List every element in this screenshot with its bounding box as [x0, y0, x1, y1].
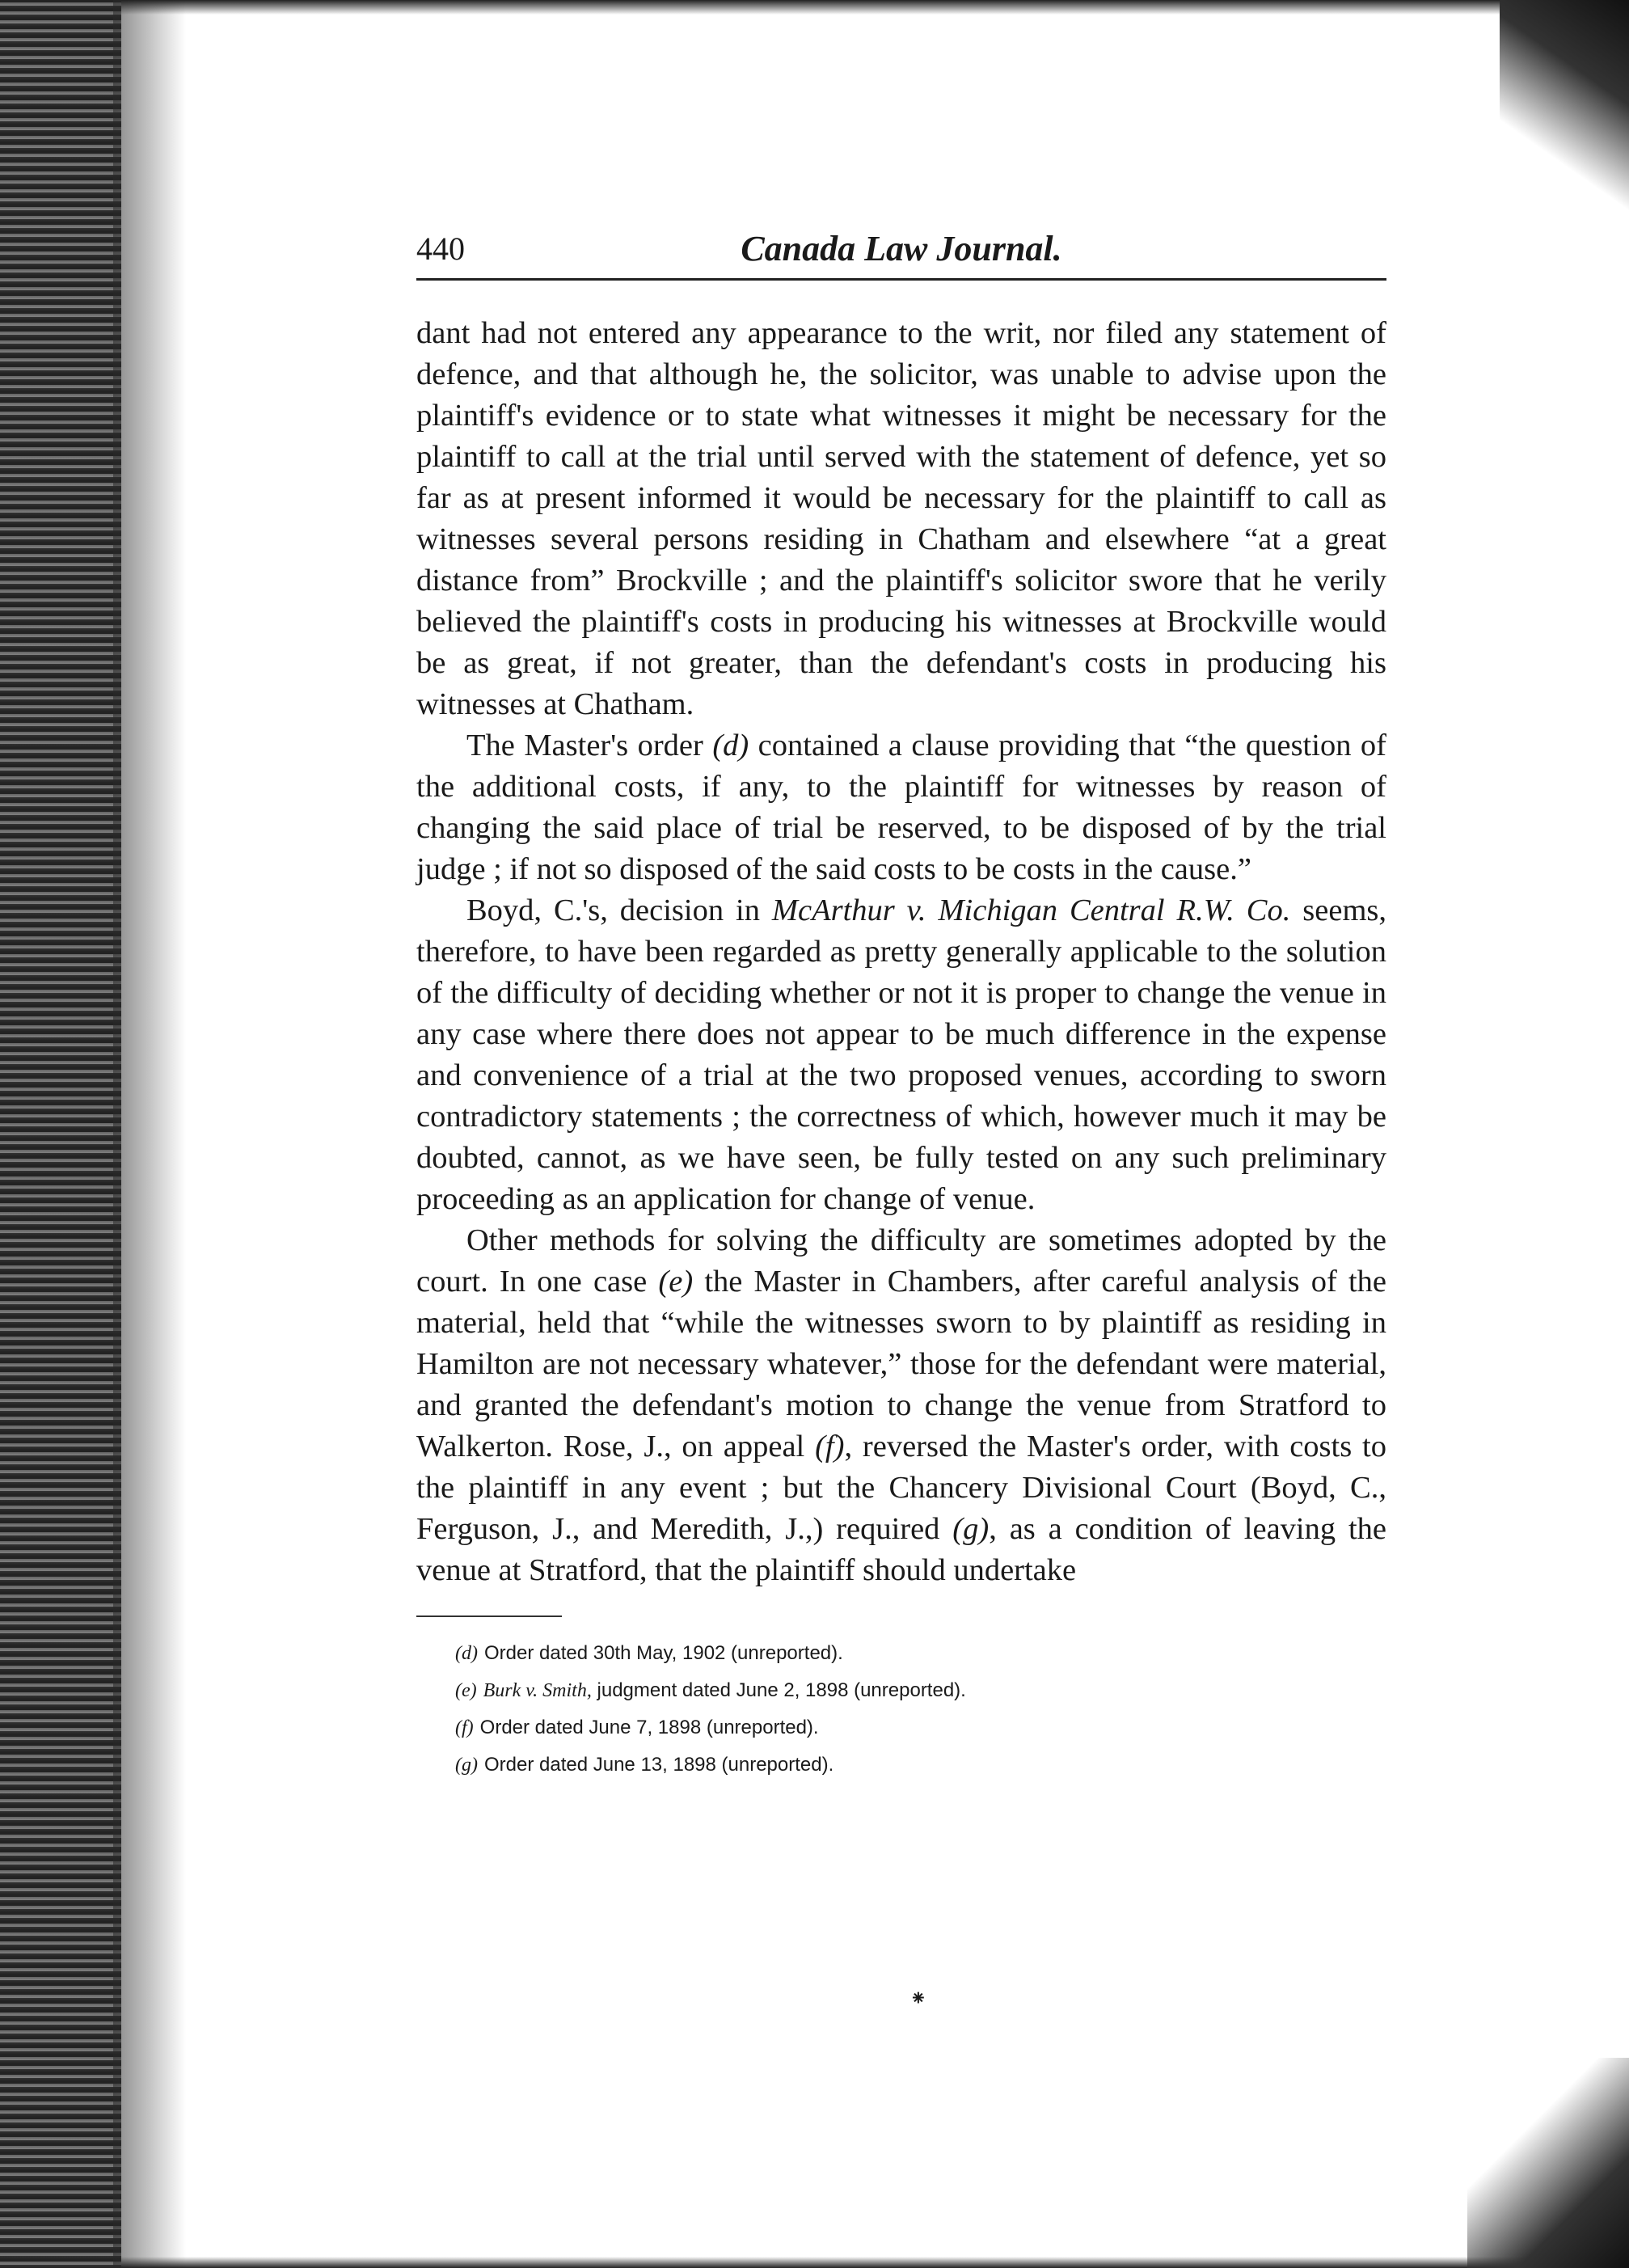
page-number: 440	[416, 230, 465, 267]
footnote-g-marker: (g)	[455, 1755, 478, 1776]
paragraph-2-text-b: contained a clause providing that “the question of the additional costs, if any, to the plaintiff for witnesses by reason of changing the said place of trial be reserved, to be disposed of by the trial judge ; if not so disposed of the said costs to be costs in the cause.”	[416, 729, 1386, 886]
footnote-d-marker: (d)	[455, 1643, 478, 1664]
body-text	[416, 313, 1386, 1591]
footnote-g	[455, 1746, 1386, 1784]
footnote-ref-f: (f)	[815, 1430, 845, 1463]
footnote-divider	[416, 1615, 562, 1617]
footnote-e-text: judgment dated June 2, 1898 (unreported).	[591, 1679, 966, 1701]
footnote-ref-d: (d)	[712, 729, 749, 762]
footnote-f-marker: (f)	[455, 1717, 474, 1738]
footnote-d	[455, 1635, 1386, 1672]
paragraph-3	[416, 890, 1386, 1220]
footnotes	[416, 1635, 1386, 1784]
paragraph-4-text-d: , as a condition of leaving the venue at Stratford, that the plaintiff should undertake	[416, 1512, 1387, 1587]
scan-edge-shadow	[113, 0, 186, 2268]
paragraph-3-text-b: seems, therefore, to have been regarded as pretty generally applicable to the solution of the difficulty of deciding whether or not it is proper to change the venue in any case where there does not appear to be much difference in the expense and convenience of a trial at the two proposed venues, according to sworn contradictory statements ; the correctness of which, however much it may be doubted, cannot, as we have seen, be fully tested on any such preliminary proceeding as an application for change of venue.	[416, 893, 1386, 1216]
footnote-d-text: Order dated 30th May, 1902 (unreported).	[483, 1642, 843, 1664]
running-header	[416, 228, 1386, 281]
scan-corner-bottom-right	[1467, 2058, 1629, 2268]
footnote-f-text: Order dated June 7, 1898 (unreported).	[479, 1717, 819, 1738]
paragraph-4-text-c: , reversed the Master's order, with costs to the plaintiff in any event ; but the Chancery Divisional Court (Boyd, C., Ferguson, J., and Meredith, J.,) required	[416, 1430, 1386, 1546]
paragraph-4-text-a: Other methods for solving the difficulty are sometimes adopted by the court. In one case	[416, 1223, 1386, 1299]
footnote-e	[455, 1672, 1386, 1709]
paragraph-4-text-b: the Master in Chambers, after careful analysis of the material, held that “while the witnesses sworn to by plaintiff as residing in Hamilton are not necessary whatever,” those for the defendant were material, and granted the defendant's motion to change the venue from Stratford to Walkerton. Rose, J., on appeal	[416, 1265, 1386, 1463]
paragraph-4	[416, 1220, 1386, 1591]
paragraph-1	[416, 313, 1386, 725]
paragraph-3-text-a: Boyd, C.'s, decision in	[466, 893, 772, 927]
paragraph-1-text: dant had not entered any appearance to the writ, nor filed any statement of defence, and that although he, the solicitor, was unable to advise upon the plaintiff's evidence or to state what witnesses it might be necessary for the plaintiff to call at the trial until served with the statement of defence, yet so far as at present informed it would be necessary for the plaintiff to call as witnesses several persons residing in Chatham and elsewhere “at a great distance from” Brockville ; and the plaintiff's solicitor swore that he verily believed the plaintiff's costs in producing his witnesses at Brockville would be as great, if not greater, than the defendant's costs in producing his witnesses at Chatham.	[416, 316, 1386, 721]
footnote-g-text: Order dated June 13, 1898 (unreported).	[483, 1754, 834, 1776]
footnote-e-case: Burk v. Smith,	[483, 1680, 592, 1701]
case-name: McArthur v. Michigan Central R.W. Co.	[771, 893, 1291, 927]
paragraph-2-text-a: The Master's order	[466, 729, 713, 762]
footnote-ref-g: (g)	[952, 1512, 990, 1546]
scan-edge-left	[0, 0, 121, 2268]
ornament-mark: ⁕	[909, 1987, 927, 2010]
document-page	[416, 228, 1387, 2010]
paragraph-2	[416, 725, 1386, 890]
scan-edge-bottom	[121, 2257, 1629, 2268]
scan-edge-top	[121, 0, 1629, 15]
footnote-ref-e: (e)	[658, 1265, 694, 1299]
footnote-f	[455, 1709, 1386, 1746]
scan-corner-top-right	[1500, 0, 1629, 210]
footnote-e-marker: (e)	[455, 1680, 477, 1701]
journal-title: Canada Law Journal.	[741, 229, 1062, 268]
